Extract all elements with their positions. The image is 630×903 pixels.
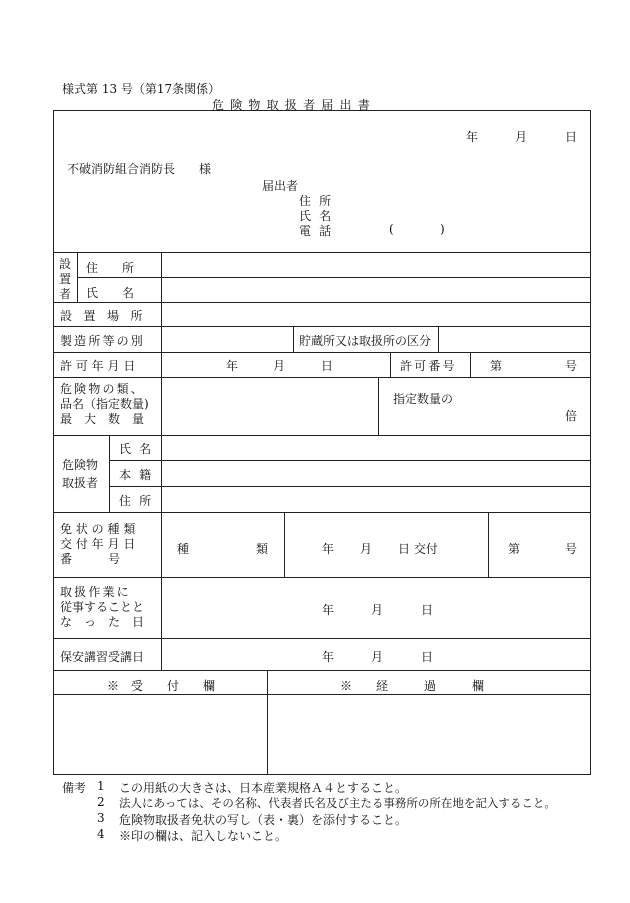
license-no-prefix: 第: [508, 542, 521, 556]
license-day-issued: 日 交付: [398, 542, 438, 556]
notes-label: 備考: [62, 781, 87, 795]
license-label-line1: 免状の種類: [60, 522, 140, 536]
row-divider: [77, 277, 591, 278]
license-no-suffix: 号: [565, 542, 578, 556]
permit-month: 月: [273, 359, 286, 373]
engaged-label-line1: 取扱作業に: [60, 585, 131, 599]
engaged-day: 日: [421, 603, 434, 617]
date-year-label: 年: [466, 130, 479, 144]
notifier-phone-label: 電 話: [299, 224, 334, 238]
form-title: 危 険 物 取 扱 者 届 出 書: [212, 98, 371, 112]
row-divider: [53, 302, 591, 303]
permit-year: 年: [226, 359, 239, 373]
col-divider: [293, 326, 294, 352]
engaged-year: 年: [322, 603, 335, 617]
installer-name-label: 氏 名: [86, 286, 135, 300]
row-divider: [53, 670, 591, 671]
row-divider: [53, 377, 591, 378]
license-month: 月: [360, 542, 373, 556]
handler-group-line1: 危険物: [62, 458, 99, 472]
license-label: [60, 522, 139, 567]
note-3-num: 3: [97, 811, 105, 825]
note-3-text: 危険物取扱者免状の写し（表・裏）を添付すること。: [119, 813, 408, 827]
note-1-text: この用紙の大きさは、日本産業規格Ａ４とすること。: [119, 781, 408, 795]
facility-type-label: 製造所等の別: [60, 334, 145, 348]
hazard-label: [60, 382, 149, 427]
row-divider: [109, 460, 591, 461]
row-divider: [53, 252, 591, 253]
note-4-num: 4: [97, 827, 105, 841]
hazard-label-line3: 最 大 数 量: [60, 412, 145, 426]
col-divider: [161, 252, 162, 670]
permit-no-suffix: 号: [565, 359, 578, 373]
phone-paren-open: (: [389, 222, 394, 236]
col-divider: [488, 512, 489, 577]
col-divider: [267, 670, 268, 775]
permit-number-label: 許可番号: [400, 359, 457, 373]
notifier-address-label: 住 所: [299, 194, 334, 208]
row-divider: [53, 638, 591, 639]
col-divider: [438, 326, 439, 352]
progress-header: ※ 経 過 欄: [340, 679, 485, 693]
note-2-text: 法人にあっては、その名称、代表者氏名及び主たる事務所の所在地を記入すること。: [119, 796, 556, 810]
col-divider: [390, 352, 391, 377]
training-label: 保安講習受講日: [60, 650, 145, 664]
handler-group-line2: 取扱者: [62, 476, 99, 490]
receipt-header: ※ 受 付 欄: [107, 679, 216, 693]
engaged-month: 月: [371, 603, 384, 617]
location-label: 設 置 場 所: [60, 309, 147, 323]
col-divider: [470, 352, 471, 377]
hazard-label-line2: 品名（指定数量): [60, 397, 149, 411]
notifier-label: 届出者: [262, 179, 299, 193]
license-label-line3: 番 号: [60, 552, 121, 566]
row-divider: [53, 512, 591, 513]
row-divider: [53, 352, 591, 353]
designated-qty-label: 指定数量の: [393, 392, 454, 406]
license-kind2: 類: [256, 542, 269, 556]
note-2-num: 2: [97, 795, 105, 809]
training-day: 日: [421, 650, 434, 664]
note-4-text: ※印の欄は、記入しないこと。: [119, 829, 288, 843]
date-month-label: 月: [515, 130, 528, 144]
hazard-label-line1: 危険物の類、: [60, 382, 145, 396]
permit-date-label: 許可年月日: [60, 359, 140, 373]
col-divider: [378, 377, 379, 435]
phone-paren-close: ): [440, 222, 445, 236]
addressee: 不破消防組合消防長 様: [67, 162, 212, 176]
installer-address-label: 住 所: [86, 261, 135, 275]
storage-class-label: 貯蔵所又は取扱所の区分: [299, 334, 432, 348]
training-year: 年: [322, 650, 335, 664]
license-kind: 種: [177, 542, 190, 556]
date-day-label: 日: [565, 130, 578, 144]
form-number: 様式第 13 号（第17条関係）: [62, 82, 221, 96]
col-divider: [109, 435, 110, 512]
handler-name-label: 氏 名: [119, 442, 154, 456]
permit-no-prefix: 第: [490, 359, 503, 373]
permit-day: 日: [321, 359, 334, 373]
installer-label-3: 者: [59, 287, 72, 301]
notifier-name-label: 氏 名: [299, 209, 334, 223]
installer-label-2: 置: [59, 272, 72, 286]
col-divider: [284, 512, 285, 577]
training-month: 月: [371, 650, 384, 664]
handler-group-label: [62, 458, 98, 491]
installer-label-1: 設: [59, 257, 72, 271]
note-1-num: 1: [97, 779, 105, 793]
row-divider: [53, 694, 591, 695]
times-label: 倍: [565, 409, 578, 423]
handler-domicile-label: 本 籍: [119, 468, 154, 482]
license-year: 年: [322, 542, 335, 556]
row-divider: [53, 326, 591, 327]
col-divider: [77, 252, 78, 302]
engaged-label: [60, 585, 144, 630]
engaged-label-line2: 従事することと: [60, 600, 145, 614]
license-label-line2: 交付年月日: [60, 537, 140, 551]
engaged-label-line3: な っ た 日: [60, 615, 145, 629]
row-divider: [53, 435, 591, 436]
handler-address-label: 住 所: [119, 494, 154, 508]
row-divider: [109, 486, 591, 487]
row-divider: [53, 577, 591, 578]
